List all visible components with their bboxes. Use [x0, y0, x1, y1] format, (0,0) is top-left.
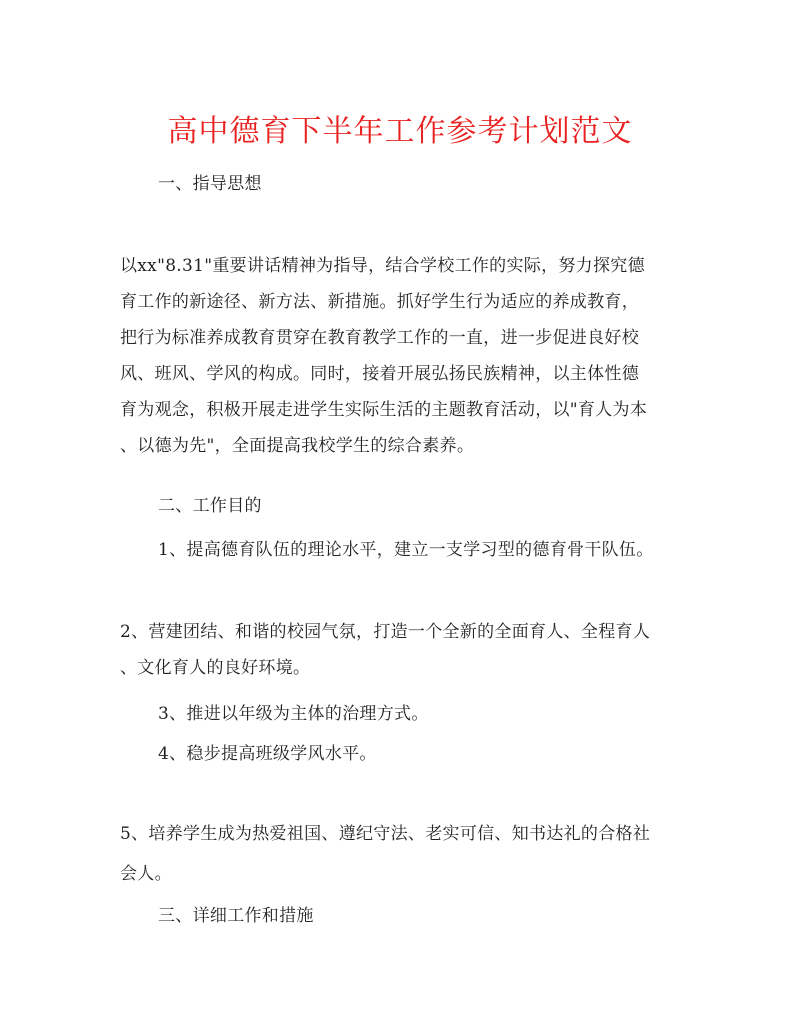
- goal-item: 4、稳步提高班级学风水平。: [158, 744, 377, 764]
- paragraph-line: 育工作的新途径、新方法、新措施。抓好学生行为适应的养成教育，: [120, 292, 639, 312]
- paragraph-line: 以xx"8.31"重要讲话精神为指导，结合学校工作的实际，努力探究德: [120, 256, 645, 276]
- goal-item-line: 会人。: [120, 864, 172, 884]
- goal-item-line: 、文化育人的良好环境。: [120, 658, 311, 678]
- paragraph-line: 把行为标准养成教育贯穿在教育教学工作的一直，进一步促进良好校: [120, 328, 639, 348]
- goal-item: 1、提高德育队伍的理论水平，建立一支学习型的德育骨干队伍。: [158, 540, 654, 560]
- section-heading-guiding-ideology: 一、指导思想: [158, 174, 262, 194]
- goal-item: 3、推进以年级为主体的治理方式。: [158, 704, 429, 724]
- paragraph-line: 风、班风、学风的构成。同时，接着开展弘扬民族精神，以主体性德: [120, 364, 639, 384]
- goal-item-line: 5、培养学生成为热爱祖国、遵纪守法、老实可信、知书达礼的合格社: [120, 824, 651, 844]
- section-heading-measures: 三、详细工作和措施: [158, 906, 314, 926]
- section-heading-work-goals: 二、工作目的: [158, 496, 262, 516]
- goal-item-line: 2、营建团结、和谐的校园气氛，打造一个全新的全面育人、全程育人: [120, 622, 651, 642]
- document-title: 高中德育下半年工作参考计划范文: [167, 114, 633, 149]
- paragraph-line: 育为观念，积极开展走进学生实际生活的主题教育活动，以"育人为本: [120, 400, 648, 420]
- paragraph-line: 、以德为先"，全面提高我校学生的综合素养。: [120, 436, 475, 456]
